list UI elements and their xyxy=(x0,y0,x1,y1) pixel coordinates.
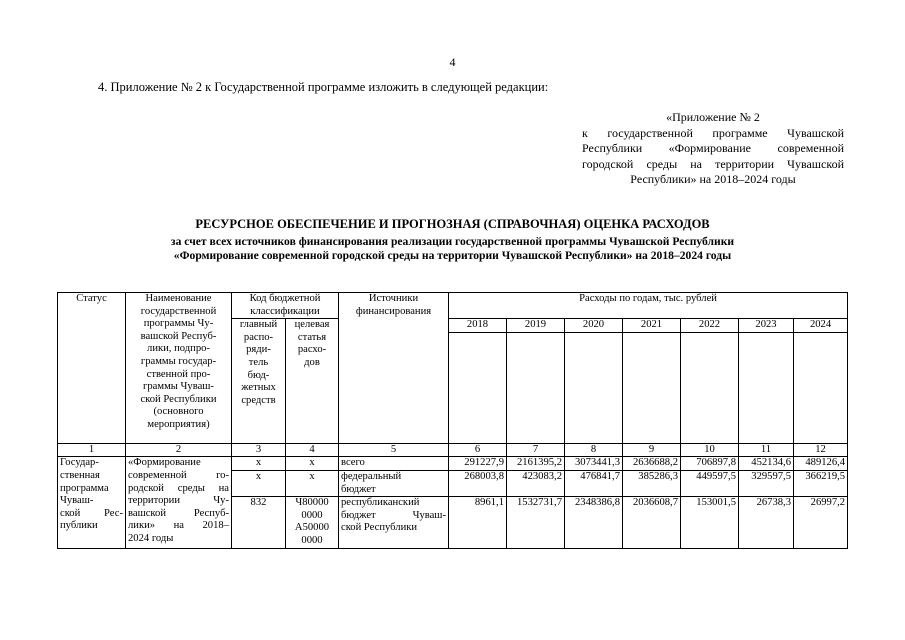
column-number: 1 xyxy=(58,443,126,457)
subtitle-line: «Формирование современной городской среды на территории Чувашской Республики» на 2018–2024 годы xyxy=(173,249,732,262)
program-name-line: вашской Респуб- xyxy=(128,507,229,519)
instruction-paragraph: 4. Приложение № 2 к Государственной программе изложить в следующей редакции: xyxy=(98,80,549,94)
header-year: 2021 xyxy=(623,319,681,333)
column-number: 6 xyxy=(449,443,507,457)
manager-cell: x xyxy=(232,470,286,496)
article-line: 0000 xyxy=(301,509,323,521)
appendix-line: Республики «Формирование современной xyxy=(582,141,844,155)
value-cell: 291227,9 xyxy=(449,457,507,471)
header-year: 2018 xyxy=(449,319,507,333)
column-number: 5 xyxy=(339,443,449,457)
year-spacer xyxy=(739,332,794,443)
source-cell xyxy=(339,497,449,548)
source-line: бюджет Чуваш- xyxy=(341,509,446,521)
value-cell: 3073441,3 xyxy=(565,457,623,471)
program-name-line: современной го- xyxy=(128,469,229,481)
header-name-line: ской Республики xyxy=(140,393,217,405)
manager-cell: x xyxy=(232,457,286,471)
value-cell: 153001,5 xyxy=(681,497,739,548)
header-status: Статус xyxy=(58,293,126,444)
program-name-line: 2024 годы xyxy=(128,532,174,544)
article-line: Ч80000 xyxy=(295,497,329,509)
status-cell xyxy=(58,457,126,548)
header-manager-line: бюд- xyxy=(247,369,270,381)
source-cell xyxy=(339,470,449,496)
appendix-line: к государственной программе Чувашской xyxy=(582,125,844,140)
header-year: 2022 xyxy=(681,319,739,333)
appendix-line: «Приложение № 2 xyxy=(666,110,760,124)
source-cell: всего xyxy=(339,457,449,471)
header-name-line: мероприятия) xyxy=(147,418,210,430)
header-name-line: государственной xyxy=(140,305,217,317)
status-line: ской Рес- xyxy=(60,507,123,519)
value-cell: 489126,4 xyxy=(794,457,848,471)
column-number: 11 xyxy=(739,443,794,457)
header-name-line: Наименование xyxy=(145,293,212,304)
header-year: 2024 xyxy=(794,319,848,333)
appendix-note xyxy=(582,110,844,188)
value-cell: 476841,7 xyxy=(565,470,623,496)
header-name-line: лики, подпро- xyxy=(147,343,210,355)
header-name-line: граммы государ- xyxy=(140,355,217,367)
status-line: Чуваш- xyxy=(60,495,94,507)
value-cell: 2348386,8 xyxy=(565,497,623,548)
header-budget-code: Код бюджетной классификации xyxy=(232,293,339,319)
header-manager-line: жетных xyxy=(241,382,276,394)
year-spacer xyxy=(449,332,507,443)
value-cell: 385286,3 xyxy=(623,470,681,496)
header-manager-line: тель xyxy=(248,356,269,368)
year-spacer xyxy=(794,332,848,443)
header-manager-line: ряди- xyxy=(246,344,271,356)
appendix-line: городской среды на территории Чувашской xyxy=(582,156,844,171)
header-sources xyxy=(339,293,449,444)
table-row xyxy=(58,457,848,471)
value-cell: 8961,1 xyxy=(449,497,507,548)
header-article-line: целевая xyxy=(294,319,330,331)
header-manager-line: главный xyxy=(239,319,278,331)
header-row xyxy=(58,293,848,319)
header-manager-line: средств xyxy=(241,394,276,406)
program-name-line: «Формирование xyxy=(128,457,201,469)
header-manager xyxy=(232,319,286,444)
article-line: А50000 xyxy=(294,522,330,534)
status-line: публики xyxy=(60,520,98,532)
status-line: программа xyxy=(60,482,109,494)
source-line: ской Республики xyxy=(341,522,418,534)
year-spacer xyxy=(623,332,681,443)
column-number: 2 xyxy=(126,443,232,457)
value-cell: 329597,5 xyxy=(739,470,794,496)
header-article-line: статья xyxy=(297,331,327,343)
article-cell xyxy=(286,497,339,548)
year-spacer xyxy=(565,332,623,443)
title-line: РЕСУРСНОЕ ОБЕСПЕЧЕНИЕ И ПРОГНОЗНАЯ (СПРАВОЧНАЯ) ОЦЕНКА РАСХОДОВ xyxy=(195,217,710,231)
value-cell: 268003,8 xyxy=(449,470,507,496)
value-cell: 423083,2 xyxy=(507,470,565,496)
header-name-line: ственной про- xyxy=(146,368,211,380)
header-year: 2019 xyxy=(507,319,565,333)
value-cell: 366219,5 xyxy=(794,470,848,496)
value-cell: 452134,6 xyxy=(739,457,794,471)
column-number: 4 xyxy=(286,443,339,457)
manager-cell: 832 xyxy=(232,497,286,548)
value-cell: 26997,2 xyxy=(794,497,848,548)
value-cell: 1532731,7 xyxy=(507,497,565,548)
header-name-line: граммы Чуваш- xyxy=(143,381,214,393)
status-line: ственная xyxy=(60,469,100,481)
subtitle-line: за счет всех источников финансирования реализации государственной программы Чувашской Республики xyxy=(170,235,735,248)
program-name-line: территории Чу- xyxy=(128,495,229,507)
header-expenses: Расходы по годам, тыс. рублей xyxy=(449,293,848,319)
article-line: 0000 xyxy=(301,534,323,546)
article-cell: x xyxy=(286,457,339,471)
column-number: 12 xyxy=(794,443,848,457)
source-line: федеральный xyxy=(341,470,402,482)
year-spacer xyxy=(681,332,739,443)
header-sources-line: Источники xyxy=(368,293,419,304)
header-sources-line: финансирования xyxy=(355,305,432,317)
header-article-line: расхо- xyxy=(297,344,327,356)
appendix-line: Республики» на 2018–2024 годы xyxy=(630,172,796,186)
document-title xyxy=(0,217,905,263)
header-year: 2020 xyxy=(565,319,623,333)
value-cell: 2161395,2 xyxy=(507,457,565,471)
source-line: бюджет xyxy=(341,483,376,495)
year-spacer xyxy=(507,332,565,443)
program-name-line: родской среды на xyxy=(128,482,229,494)
resource-table xyxy=(57,292,848,549)
header-name xyxy=(126,293,232,444)
value-cell: 706897,8 xyxy=(681,457,739,471)
value-cell: 449597,5 xyxy=(681,470,739,496)
column-number: 10 xyxy=(681,443,739,457)
program-name-cell xyxy=(126,457,232,548)
source-line: республиканский xyxy=(341,497,420,509)
column-number: 9 xyxy=(623,443,681,457)
value-cell: 2036608,7 xyxy=(623,497,681,548)
header-article-line: дов xyxy=(304,356,320,368)
article-cell: x xyxy=(286,470,339,496)
header-article xyxy=(286,319,339,444)
header-year: 2023 xyxy=(739,319,794,333)
value-cell: 2636688,2 xyxy=(623,457,681,471)
column-number: 3 xyxy=(232,443,286,457)
header-name-line: (основного xyxy=(153,406,204,418)
column-number: 7 xyxy=(507,443,565,457)
status-line: Государ- xyxy=(60,457,99,469)
column-number: 8 xyxy=(565,443,623,457)
value-cell: 26738,3 xyxy=(739,497,794,548)
column-numbers-row xyxy=(58,443,848,457)
header-name-line: вашской Респуб- xyxy=(140,330,217,342)
program-name-line: лики» на 2018– xyxy=(128,520,229,532)
header-manager-line: распо- xyxy=(243,331,274,343)
header-name-line: программы Чу- xyxy=(143,318,214,330)
page-number: 4 xyxy=(449,55,456,69)
